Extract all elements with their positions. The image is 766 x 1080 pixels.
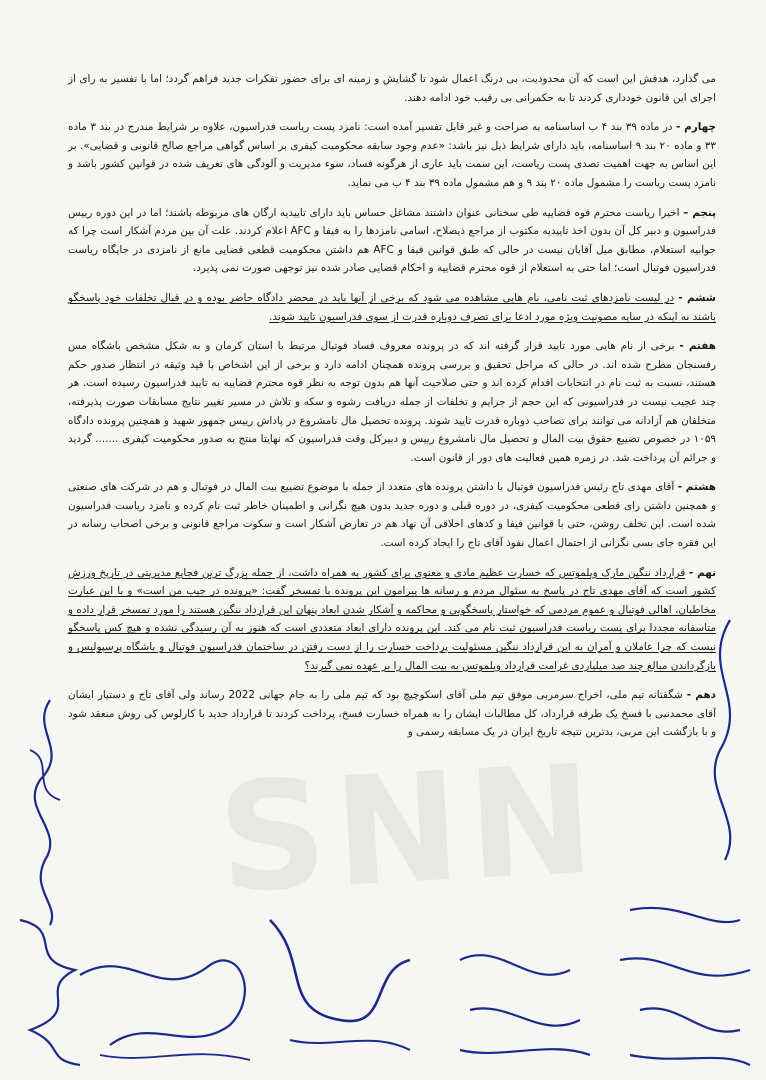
paragraph-text: قرارداد ننگین مارک ویلموتس که خسارت عظیم مادی و معنوی برای کشور به همراه داشت، از جمله بزرگ ترین فجایع مدیریتی در تاریخ ورزش کشور است که آقای مهدی تاج در پاسخ به سئوال مردم و رسانه ها پیرامون این پرونده با تمسخر گفت: «پرونده در جیب من است» و با این عبارت مخاطبان، اهالی فوتبال و عموم مردمی که خواستار پاسخگویی و محاکمه و آشکار شدن ابعاد پنهان این قرارداد ننگین هستند را مورد تمسخر قرار داده و متاسفانه مجددا برای پست ریاست فدراسیون ثبت نام می کند. این پرونده دارای ابعاد متعددی است که هنوز به آن رسیدگی نشده و هیچ کس پاسخگو نیست که چرا عاملان و آمران به این قرارداد ننگین مسئولیت پرداخت خسارت را از دست رفتن در ساختمان فدراسیون فوتبال و باشگاه پرسپولیس و بازگرداندن مبالغ چند صد میلیاردی غرامت قرارداد ویلموتس به بیت المال را بر عهده نمی گیرند؟ bbox=[68, 566, 716, 672]
signature-4 bbox=[250, 900, 430, 1070]
paragraph-4 bbox=[68, 118, 716, 192]
paragraph-10 bbox=[68, 686, 716, 742]
paragraph-text: آقای مهدی تاج رئیس فدراسیون فوتبال با داشتن پرونده های متعدد از جمله با موضوع تضییع بیت المال در فوتبال و هم در شرکت های صنعتی و همچنین داشتن رای قطعی محکومیت کیفری، در دوره قبلی و دوره جدید بدون هیچ نگرانی و اطمینان خاطر ثبت نام کرده و نامزد ریاست فدراسیون شده است. این تخلف روشن، حتی با قوانین فیفا و کدهای اخلاقی آن نهاد هم در تعارض آشکار است و سکوت مراجع قانونی و برخی اصحاب رسانه در این فقره جای بسی نگرانی از احتمال اعمال نفوذ آقای تاج را ایجاد کرده است. bbox=[68, 481, 716, 550]
paragraph-lead: چهارم - bbox=[676, 121, 716, 134]
paragraph-lead: هشتم - bbox=[677, 481, 716, 494]
paragraph-7 bbox=[68, 337, 716, 467]
paragraph-6 bbox=[68, 289, 716, 326]
signature-left-2 bbox=[5, 900, 95, 1070]
paragraph-lead: هفتم - bbox=[679, 340, 716, 353]
signature-6 bbox=[600, 890, 760, 1075]
letter-body bbox=[68, 70, 716, 753]
paragraph-text: می گذارد، هدفش این است که آن محدودیت، بی درنگ اعمال شود تا گشایش و زمینه ای برای حضور تفکرات جدید فراهم گردد؛ اما با تفسیر به رای از اجرای این قانون خودداری کردند تا به حکمرانی بی رقیب خود ادامه دهند. bbox=[68, 73, 716, 104]
paragraph-text: در لیست نامزدهای ثبت نامی، نام هایی مشاهده می شود که برخی از آنها باید در محضر دادگاه حاضر بوده و در قبال تخلفات خود پاسخگو باشند نه اینکه در سایه مصونیت ویژه مورد ادعا برای تصرف دوباره قدرت از سوی فدراسیون تایید شوند. bbox=[68, 291, 716, 323]
signature-3 bbox=[70, 935, 270, 1075]
paragraph-5 bbox=[68, 204, 716, 278]
paragraph-lead: ششم - bbox=[678, 291, 716, 304]
paragraph-text: در ماده ۳۹ بند ۴ ب اساسنامه به صراحت و غیر قابل تفسیر آمده است: نامزد پست ریاست فدراسیون، علاوه بر شرایط مندرج در بند ۳ ماده ۳۳ و ماده ۲۰ بند ۹ اساسنامه، باید دارای شرایط ذیل نیز باشد: «عدم وجود سابقه محکومیت کیفری بر اساس گواهی مراجع صالح قانونی و قضایی». بر این اساس به جهت اهمیت تصدی پست ریاست، این سمت باید عاری از هرگونه فساد، سوء مدیریت و آلودگی های تعریف شده در قوانین کشور باشد و نامزد پست ریاست را مشمول ماده ۲۰ بند ۹ و هم مشمول ماده ۳۹ بند ۴ ب می نماید. bbox=[68, 121, 716, 189]
paragraph-8 bbox=[68, 478, 716, 552]
paragraph-text: اخیرا ریاست محترم قوه قضاییه طی سخنانی عنوان داشتند مشاغل حساس باید دارای تاییدیه ارگان های مربوطه باشند؛ اما در این دوره رییس فدراسیون و دبیر کل آن بدون اخذ تاییدیه مکتوب از مراجع ذیصلاح، اسامی نامزدها را به فیفا و AFC اعلام کردند. علت آن بین مردم آشکار است چرا که جوابیه استعلام، مطابق میل آقایان نیست در حالی که طبق قوانین فیفا و AFC هم داشتن محکومیت قطعی قضایی مانع از نامزدی در جایگاه ریاست فدراسیون فوتبال است؛ اما حتی به استعلام از قوه محترم قضاییه و احکام قضایی صادر شده نیز توجهی صورت نمی پذیرد. bbox=[68, 206, 716, 275]
paragraph-9 bbox=[68, 564, 716, 676]
signature-5 bbox=[440, 930, 600, 1070]
paragraph-lead: دهم - bbox=[686, 689, 716, 702]
paragraph-text: شگفتانه تیم ملی، اخراج سرمربی موفق تیم ملی آقای اسکوچیچ بود که تیم ملی را به جام جهانی 2022 رساند ولی آقای تاج و دستیار ایشان آقای محمدنبی با فسخ یک طرفه قرارداد، کل مطالبات ایشان را به همراه خسارت فسخ، پرداخت کردند تا قرارداد جدید با کارلوس کی روش منعقد شود و با بازگشت این مربی، بدترین نتیجه تاریخ ایران در یک مسابقه رسمی و bbox=[68, 689, 716, 739]
watermark: SNN bbox=[214, 733, 606, 927]
paragraph-text: برخی از نام هایی مورد تایید قرار گرفته اند که در پرونده معروف فساد فوتبال مرتبط با استان کرمان و به شکل مشخص باشگاه مس رفسنجان مطرح شده اند. در حالی که مراحل تحقیق و بررسی پرونده همچنان ادامه دارد و برخی از این اشخاص با قید وثیقه در انتظار صدور حکم هستند، نسبت به ثبت نام در انتخابات اقدام کرده اند و حتی صلاحیت آنها هم بدون توجه به نظر قوه محترم قضاییه به تایید فدراسیون رسیده است. هر چند عجیب نیست در فدراسیونی که این حجم از جرایم و تخلفات از جمله دریافت رشوه و سکه و تلاش در مسیر تغییر نتایج مسابقات صورت پذیرفته، متخلفان هم آزادانه می توانند برای تصاحب دوباره قدرت تایید شوند. پرونده تحصیل مال نامشروع در پاداش رییس جمهور شهید و همچنین پرونده دادگاه ۱۰۵۹ در خصوص تضییع حقوق بیت المال و تحصیل مال نامشروع رییس و دبیرکل وقت فدراسیون که نهایتا منتج به صدور محکومیت کیفری ....... گردید و جرائم آن پرداخت شد. در زمره همین فعالیت های دور از قانون است. bbox=[68, 340, 716, 464]
paragraph-intro bbox=[68, 70, 716, 107]
paragraph-lead: نهم - bbox=[688, 566, 717, 579]
paragraph-lead: پنجم – bbox=[683, 206, 717, 219]
